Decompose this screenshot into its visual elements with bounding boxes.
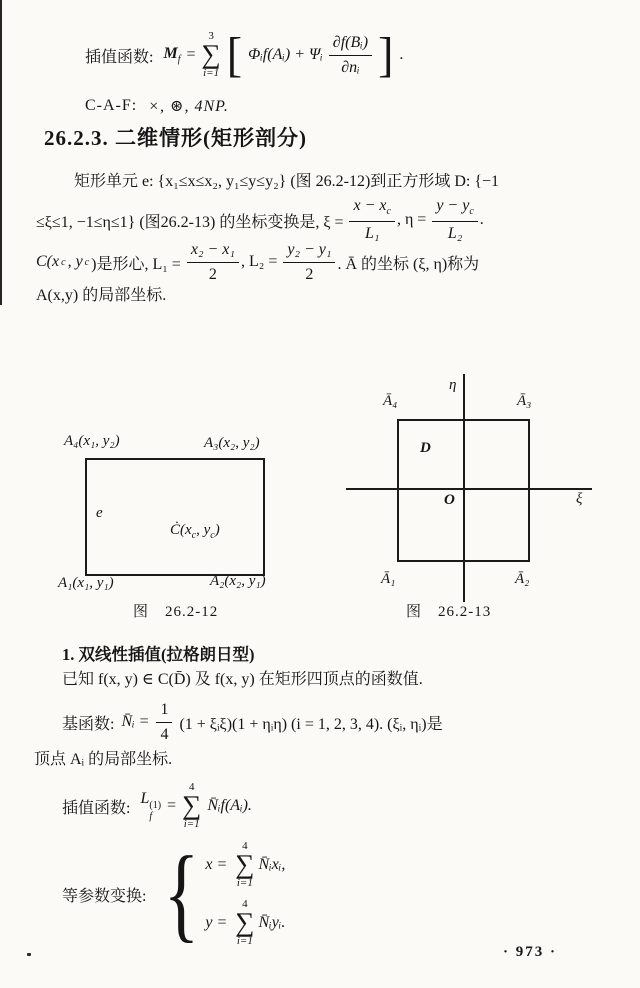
- sum-lower-limit: i=1: [236, 877, 253, 889]
- ink-speck: [27, 953, 31, 956]
- iso-label: 等参数变换:: [62, 887, 151, 905]
- eq-rhs: N̄ᵢyᵢ.: [258, 913, 286, 931]
- m-term: [163, 45, 180, 65]
- summation: [202, 31, 221, 79]
- sigma-symbol: ∑: [235, 907, 255, 937]
- fraction-denominator: ∂nᵢ: [341, 58, 360, 76]
- sum-upper-limit: 4: [188, 781, 195, 794]
- paragraph-line: [36, 198, 484, 242]
- summation: [182, 782, 201, 830]
- l-base: L: [140, 789, 150, 807]
- figure-caption-26-2-12: 图 26.2-12: [133, 604, 219, 620]
- partial-derivative-fraction: [329, 33, 372, 78]
- scan-edge-line: [0, 0, 2, 305]
- top-formula: [85, 28, 403, 82]
- right-bracket: ]: [378, 27, 394, 82]
- basis-function-row: [62, 700, 443, 744]
- eq-rhs: N̄ᵢxᵢ,: [258, 856, 286, 874]
- paragraph-text: , L₂ =: [240, 253, 282, 270]
- summation: [235, 841, 254, 889]
- fraction-denominator: L₂: [447, 224, 463, 242]
- sum-upper-limit: 4: [242, 898, 248, 910]
- sum-lower-limit: i=1: [236, 934, 253, 947]
- equals-sign: =: [167, 797, 177, 814]
- fraction-numerator: 1: [156, 700, 172, 723]
- iso-equation-y: [205, 899, 285, 947]
- figure-caption-26-2-13: 图 26.2-13: [406, 604, 492, 620]
- paragraph-text: ≤ξ≤1, −1≤η≤1} (图26.2-13) 的坐标变换是, ξ =: [36, 213, 348, 231]
- square-domain-d: [397, 419, 530, 562]
- vertex-label-abar2: Ā₂: [515, 571, 530, 587]
- equals-sign: =: [186, 46, 196, 63]
- period: .: [399, 46, 404, 63]
- eq-lhs: x =: [205, 856, 232, 874]
- basis-expression: (1 + ξᵢξ)(1 + ηᵢη) (i = 1, 2, 3, 4). (ξᵢ, ηᵢ)是: [175, 715, 443, 733]
- sum-lower-limit: i=1: [203, 66, 220, 79]
- eq-lhs: y =: [205, 913, 232, 931]
- centroid-label: $Ċ(x_c$, $y_c$): [170, 522, 220, 541]
- sum-upper-limit: 4: [242, 840, 248, 853]
- paragraph-text: .: [479, 211, 484, 228]
- known-condition-text: 已知 f(x, y) ∈ C(D̄) 及 f(x, y) 在矩形四顶点的函数值.: [62, 671, 423, 688]
- paragraph-text: C(x: [36, 253, 60, 270]
- domain-label-d: D: [420, 440, 431, 456]
- subscript: c: [61, 256, 66, 268]
- m-subscript: f: [177, 54, 181, 65]
- eta-axis-label: η: [449, 377, 457, 393]
- sum-upper-limit: 3: [208, 30, 214, 43]
- sigma-symbol: ∑: [235, 849, 255, 880]
- eta-fraction: [432, 196, 477, 244]
- l1-fraction: [187, 240, 239, 285]
- basis-continuation: 顶点 Aᵢ 的局部坐标.: [34, 751, 173, 768]
- sigma-symbol: ∑: [182, 790, 202, 821]
- basis-lhs: N̄ᵢ =: [121, 713, 154, 730]
- caf-line: [85, 96, 229, 116]
- xi-fraction: [349, 196, 394, 244]
- fraction-numerator: ∂f(Bᵢ): [329, 33, 372, 56]
- phi-psi-term: Φᵢf(Aᵢ) + Ψᵢ: [248, 46, 323, 63]
- paragraph-text: , η =: [396, 211, 431, 228]
- interpolation-function-row: [62, 778, 252, 834]
- paragraph-line: A(x,y) 的局部坐标.: [36, 287, 167, 304]
- sum-lower-limit: i=1: [183, 817, 200, 830]
- caf-label: C-A-F:: [85, 97, 143, 114]
- script-stack: (1) f: [149, 799, 162, 822]
- fraction-denominator: 4: [160, 725, 169, 743]
- fraction-denominator: L₁: [364, 224, 380, 242]
- fraction-denominator: 2: [208, 265, 217, 283]
- iso-equations: [205, 841, 285, 946]
- element-label-e: e: [96, 505, 103, 521]
- vertex-label-abar3: Ā₃: [517, 393, 532, 409]
- page-number: · 973 ·: [503, 944, 558, 960]
- fraction-numerator: $x - x_c$: [349, 196, 394, 222]
- paragraph-text: . Ā 的坐标 (ξ, η)称为: [337, 255, 480, 273]
- paragraph-text: , y: [67, 253, 83, 270]
- vertex-label-a4: A₄(x₁, y₂): [64, 433, 120, 449]
- quarter-fraction: [156, 700, 172, 745]
- subscript: c: [84, 256, 90, 268]
- paragraph-line: 矩形单元 e: {x₁≤x≤x₂, y₁≤y≤y₂} (图 26.2-12)到正方形域 D: {−1: [74, 173, 500, 190]
- summation: [235, 899, 254, 947]
- basis-label: 基函数:: [62, 715, 119, 733]
- iso-equation-x: [205, 841, 285, 889]
- section-heading: 26.2.3. 二维情形(矩形剖分): [44, 126, 307, 150]
- paragraph-text: )是形心, L₁ =: [91, 255, 185, 273]
- interp-rhs: N̄ᵢf(Aᵢ).: [207, 797, 252, 814]
- interp-label: 插值函数:: [62, 799, 135, 817]
- sigma-symbol: ∑: [201, 39, 221, 70]
- fraction-numerator: $y - y_c$: [432, 196, 477, 222]
- m-base: M: [163, 45, 178, 62]
- vertex-label-abar4: Ā₄: [383, 393, 398, 409]
- l2-fraction: [283, 240, 335, 285]
- origin-label: O: [444, 492, 455, 508]
- formula-label: 插值函数:: [85, 48, 158, 66]
- isoparametric-row: [62, 835, 286, 953]
- system-brace: {: [164, 835, 200, 953]
- fraction-numerator: x₂ − x₁: [187, 240, 239, 263]
- fraction-numerator: y₂ − y₁: [283, 240, 335, 263]
- vertex-label-a2: A₂(x₂, y₁): [210, 573, 266, 589]
- left-bracket: [: [226, 27, 243, 82]
- caf-values: ×, ⊛, 4NP.: [148, 98, 229, 115]
- paragraph-line: [36, 240, 479, 284]
- subsection-heading: 1. 双线性插值(拉格朗日型): [62, 645, 255, 664]
- fraction-denominator: 2: [305, 265, 314, 283]
- xi-axis-label: ξ: [576, 491, 583, 507]
- vertex-label-abar1: Ā₁: [381, 571, 396, 587]
- vertex-label-a1: A₁(x₁, y₁): [58, 575, 114, 591]
- vertex-label-a3: A₃(x₂, y₂): [204, 435, 260, 451]
- l-term: [140, 790, 161, 823]
